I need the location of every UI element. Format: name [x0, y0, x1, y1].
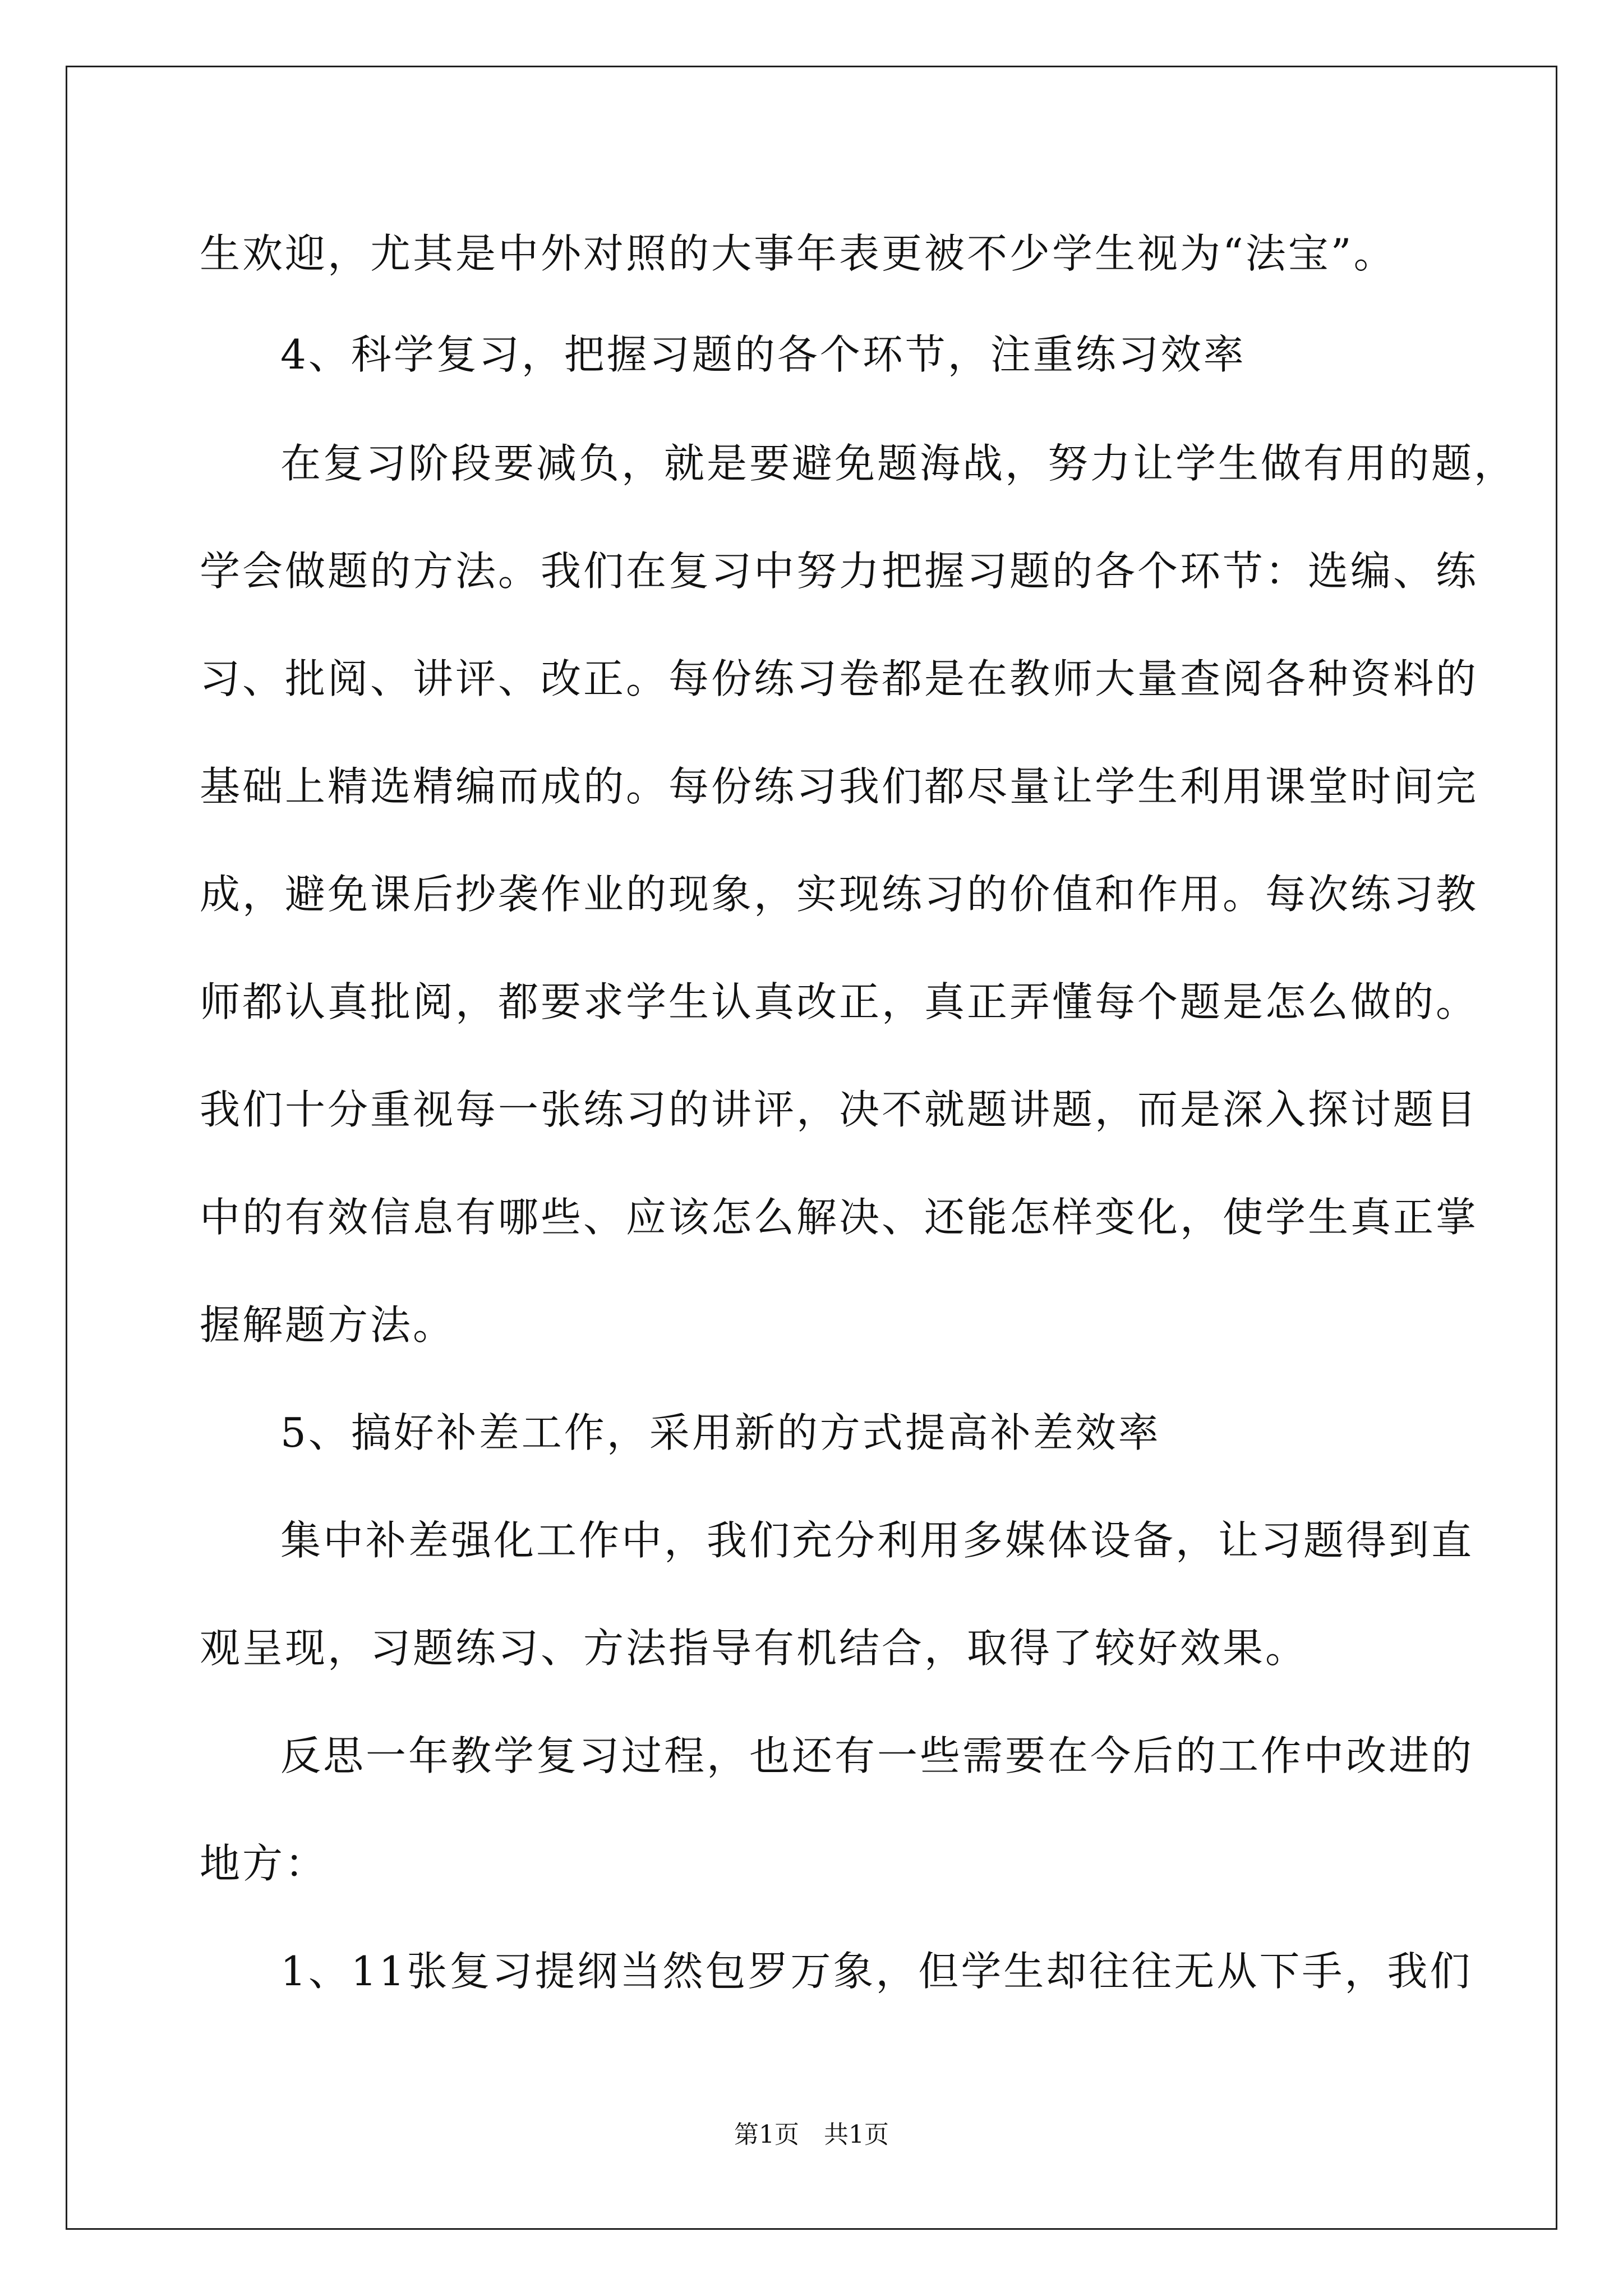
text-line-9: 我们十分重视每一张练习的讲评，决不就题讲题，而是深入探讨题目 [200, 1086, 1479, 1133]
text-line-16: 地方： [200, 1840, 328, 1887]
text-line-7: 成，避免课后抄袭作业的现象，实现练习的价值和作用。每次练习教 [200, 871, 1479, 918]
text-line-11: 握解题方法。 [200, 1301, 456, 1349]
page-border [66, 66, 1557, 2230]
text-line-6: 基础上精选精编而成的。每份练习我们都尽量让学生利用课堂时间完 [200, 763, 1479, 810]
page-footer: 第1页 共1页 [734, 2120, 889, 2149]
text-line-5: 习、批阅、讲评、改正。每份练习卷都是在教师大量查阅各种资料的 [200, 655, 1479, 702]
text-line-15: 反思一年教学复习过程，也还有一些需要在今后的工作中改进的 [280, 1732, 1474, 1779]
text-line-1: 生欢迎，尤其是中外对照的大事年表更被不少学生视为“法宝”。 [200, 230, 1396, 277]
text-line-10: 中的有效信息有哪些、应该怎么解决、还能怎样变化，使学生真正掌 [200, 1194, 1479, 1241]
text-line-8: 师都认真批阅，都要求学生认真改正，真正弄懂每个题是怎么做的。 [200, 978, 1479, 1025]
text-line-13: 集中补差强化工作中，我们充分利用多媒体设备，让习题得到直 [280, 1517, 1474, 1564]
text-line-17: 1、11张复习提纲当然包罗万象，但学生却往往无从下手，我们 [280, 1948, 1473, 1995]
text-line-4: 学会做题的方法。我们在复习中努力把握习题的各个环节：选编、练 [200, 547, 1479, 595]
heading-5: 5、搞好补差工作，采用新的方式提高补差效率 [280, 1409, 1161, 1456]
heading-4: 4、科学复习，把握习题的各个环节，注重练习效率 [280, 331, 1246, 378]
text-line-14: 观呈现，习题练习、方法指导有机结合，取得了较好效果。 [200, 1625, 1308, 1672]
text-line-3: 在复习阶段要减负，就是要避免题海战，努力让学生做有用的题， [280, 440, 1517, 487]
